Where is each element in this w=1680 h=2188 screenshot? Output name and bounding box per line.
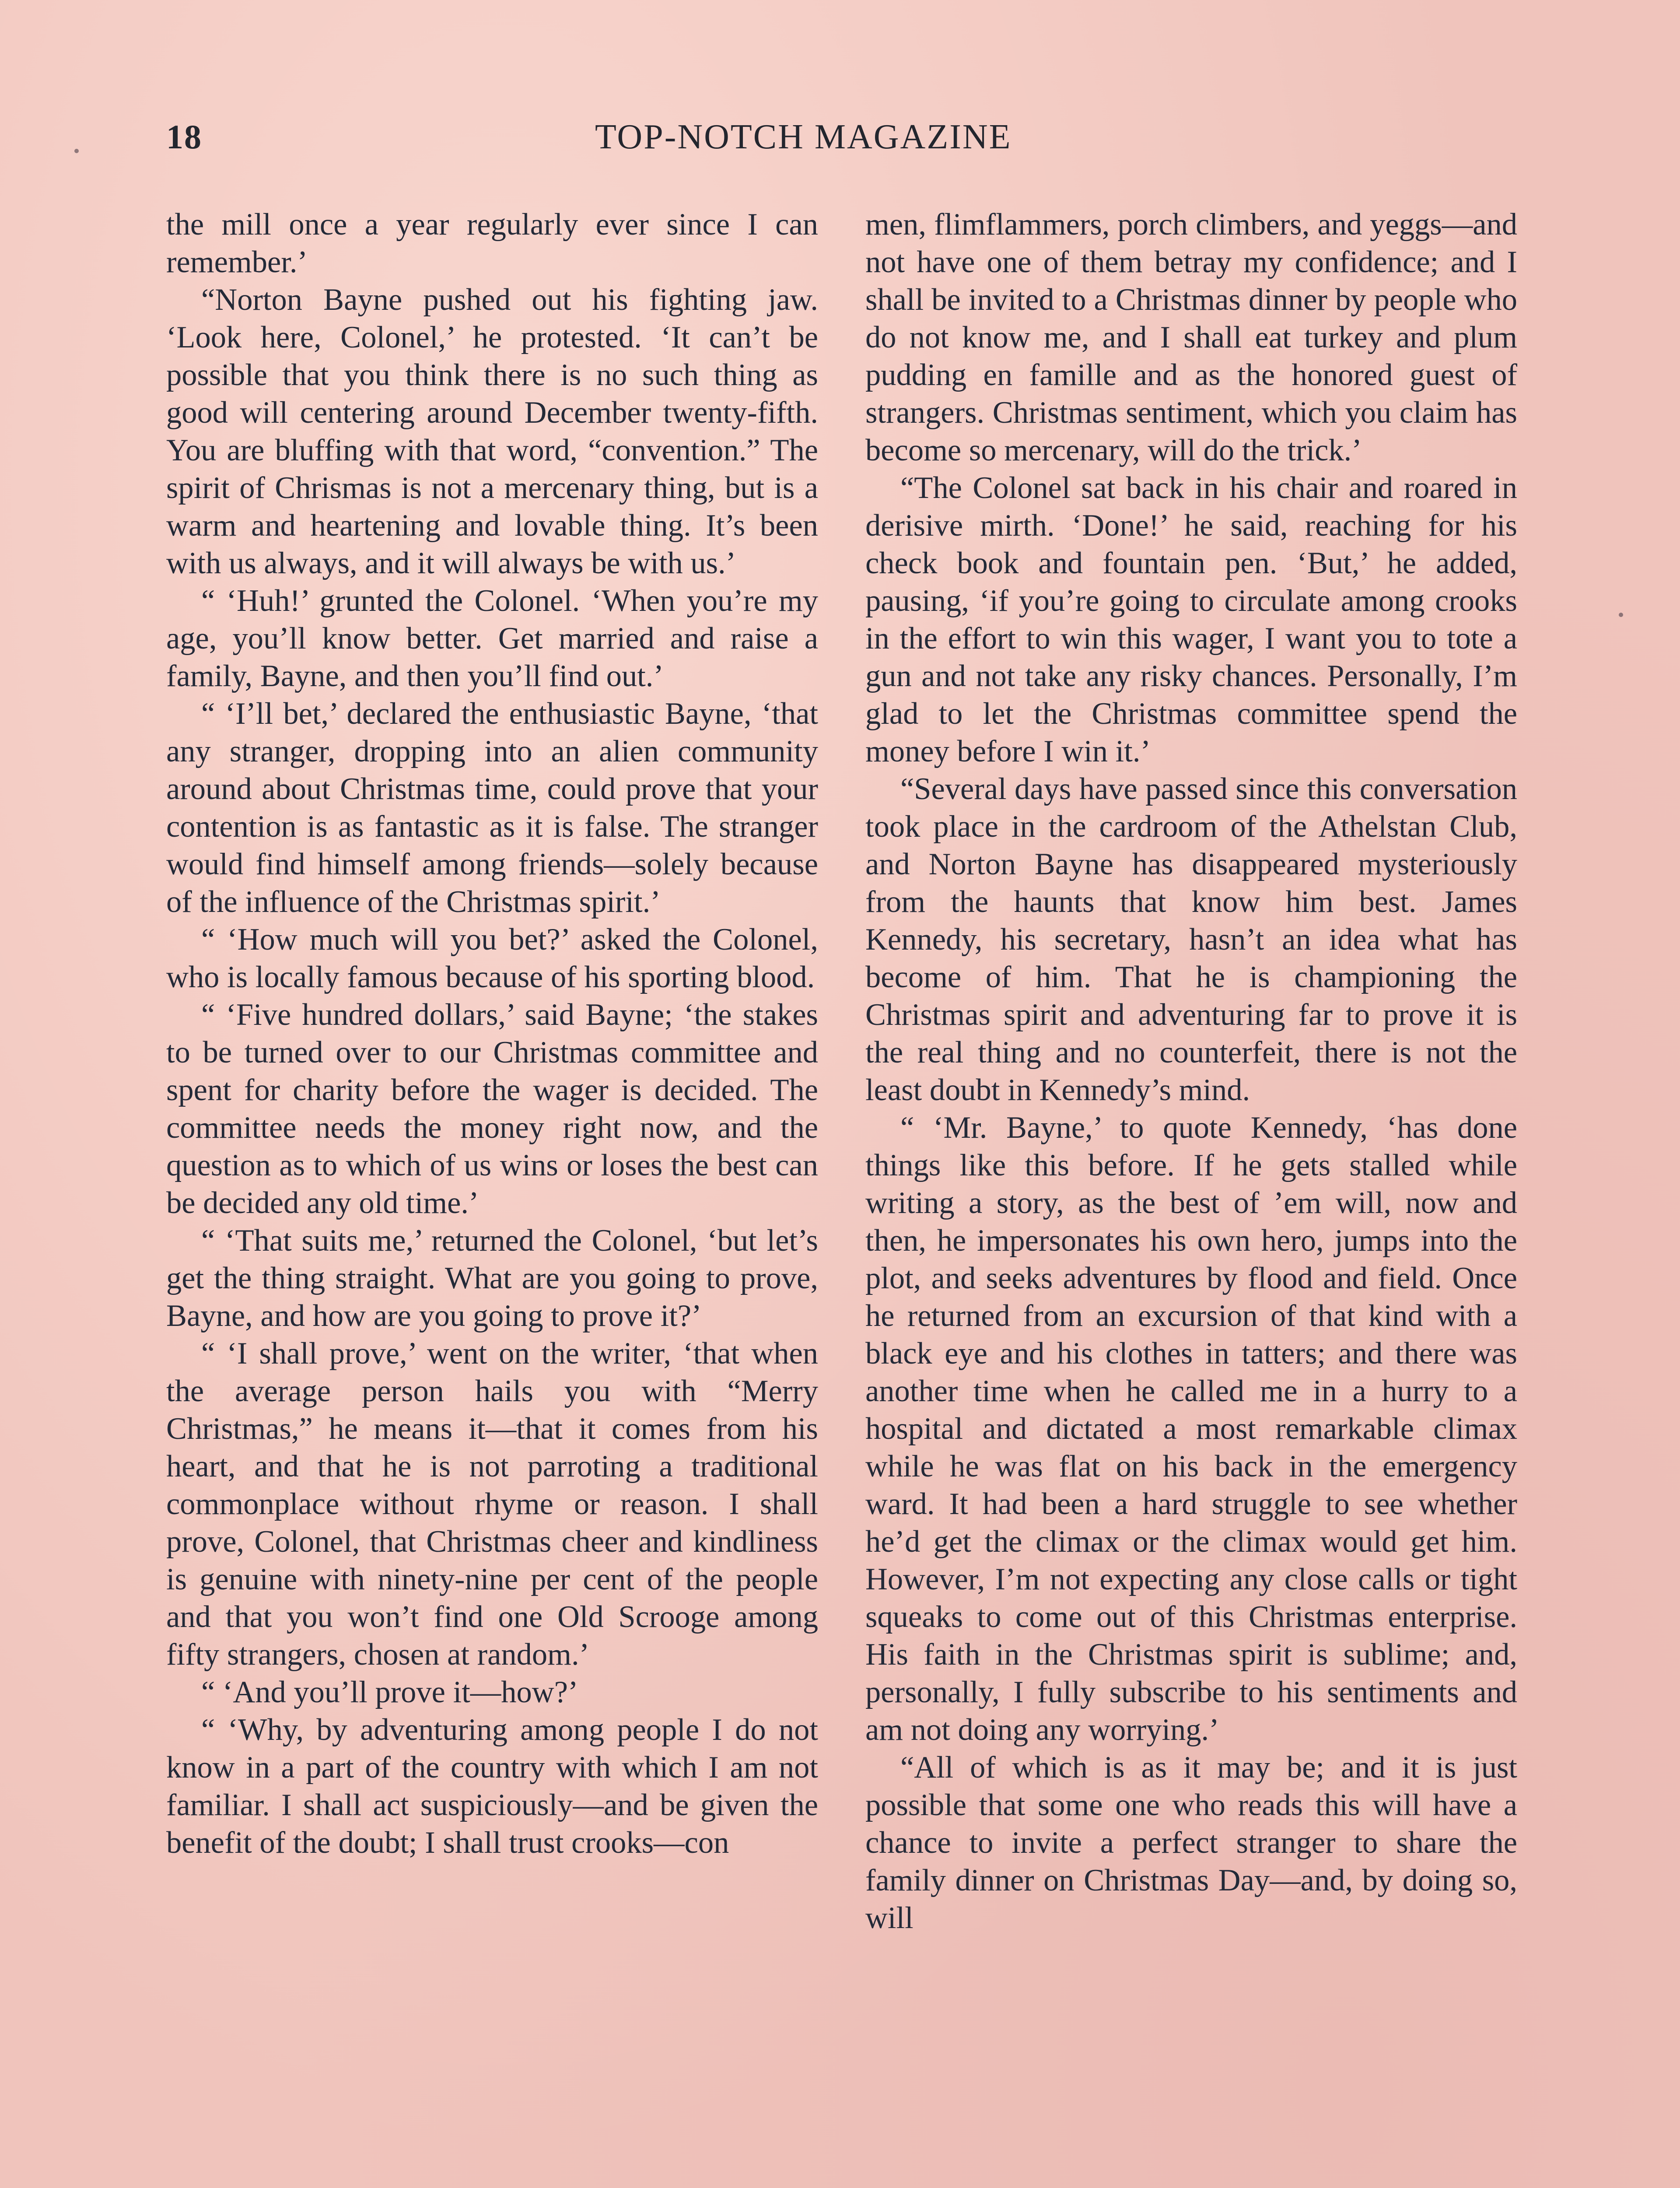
paragraph: men, flimflammers, porch climbers, and yeggs—and not have one of them betray my confidence; and I shall be invited to a Christmas dinner by people who do not know me, and I shall eat turkey and plum pudding en famille and as the honored guest of strangers. Christmas sentiment, which you claim has become so mercenary, will do the trick.’ — [865, 207, 1517, 467]
paragraph: “Several days have passed since this conversation took place in the cardroom of the Athelstan Club, and Norton Bayne has disappeared mysteriously from the haunts that know him best. James Kennedy, his secretary, hasn’t an idea what has become of him. That he is championing the Christmas spirit and adventuring far to prove it is the real thing and no counterfeit, there is not the least doubt in Kennedy’s mind. — [865, 772, 1517, 1107]
paragraph: “ ‘How much will you bet?’ asked the Colonel, who is locally famous because of his sporting blood. — [166, 922, 818, 994]
paragraph: “ ‘Five hundred dollars,’ said Bayne; ‘the stakes to be turned over to our Christmas committee and spent for charity before the wager is decided. The committee needs the money right now, and the question as to which of us wins or loses the best can be decided any old time.’ — [166, 998, 818, 1220]
paragraph: “ ‘That suits me,’ returned the Colonel, ‘but let’s get the thing straight. What are you going to prove, Bayne, and how are you going to prove it?’ — [166, 1224, 818, 1333]
paragraph: “ ‘I shall prove,’ went on the writer, ‘that when the average person hails you with “Merry Christmas,” he means it—that it comes from his heart, and that he is not parroting a traditional commonplace without rhyme or reason. I shall prove, Colonel, that Christmas cheer and kindliness is genuine with ninety-nine per cent of the people and that you won’t find one Old Scrooge among fifty strangers, chosen at random.’ — [166, 1336, 818, 1672]
right-column — [865, 206, 1517, 2188]
left-column — [166, 206, 818, 2188]
page-number: 18 — [166, 118, 202, 156]
paragraph: “ ‘Why, by adventuring among people I do not know in a part of the country with which I am not familiar. I shall act suspiciously—and be given the benefit of the doubt; I shall trust crooks—con — [166, 1713, 818, 1860]
paragraph: “ ‘And you’ll prove it—how?’ — [201, 1675, 578, 1709]
page-header — [166, 117, 1094, 165]
paragraph: “ ‘I’ll bet,’ declared the enthusiastic Bayne, ‘that any stranger, dropping into an alien community around about Christmas time, could prove that your contention is as fantastic as it is false. The stranger would find himself among friends—solely because of the influence of the Christmas spirit.’ — [166, 697, 818, 919]
running-title: TOP-NOTCH MAGAZINE — [595, 118, 1012, 156]
paragraph: “ ‘Mr. Bayne,’ to quote Kennedy, ‘has done things like this before. If he gets stalled while writing a story, as the best of ’em will, now and then, he impersonates his own hero, jumps into the plot, and seeks adventures by flood and field. Once he returned from an excursion of that kind with a black eye and his clothes in tatters; and there was another time when he called me in a hurry to a hospital and dictated a most remarkable climax while he was flat on his back in the emergency ward. It had been a hard struggle to see whether he’d get the climax or the climax would get him. However, I’m not expecting any close calls or tight squeaks to come out of this Christmas enterprise. His faith in the Christmas spirit is sublime; and, personally, I fully subscribe to his sentiments and am not doing any worrying.’ — [865, 1111, 1517, 1747]
paragraph: “The Colonel sat back in his chair and roared in derisive mirth. ‘Done!’ he said, reaching for his check book and fountain pen. ‘But,’ he added, pausing, ‘if you’re going to circulate among crooks in the effort to win this wager, I want you to tote a gun and not take any risky chances. Personally, I’m glad to let the Christmas committee spend the money before I win it.’ — [865, 471, 1517, 768]
paragraph: “All of which is as it may be; and it is just possible that some one who reads this will have a chance to invite a perfect stranger to share the family dinner on Christmas Day—and, by doing so, will — [865, 1750, 1517, 1935]
paragraph: the mill once a year regularly ever since I can remember.’ — [166, 207, 818, 279]
paragraph: “ ‘Huh!’ grunted the Colonel. ‘When you’re my age, you’ll know better. Get married and raise a family, Bayne, and then you’ll find out.’ — [166, 584, 818, 693]
paragraph: “Norton Bayne pushed out his fighting jaw. ‘Look here, Colonel,’ he protested. ‘It can’t be possible that you think there is no such thing as good will centering around December twenty-fifth. You are bluffing with that word, “convention.” The spirit of Chrismas is not a mercenary thing, but is a warm and heartening and lovable thing. It’s been with us always, and it will always be with us.’ — [166, 283, 818, 580]
